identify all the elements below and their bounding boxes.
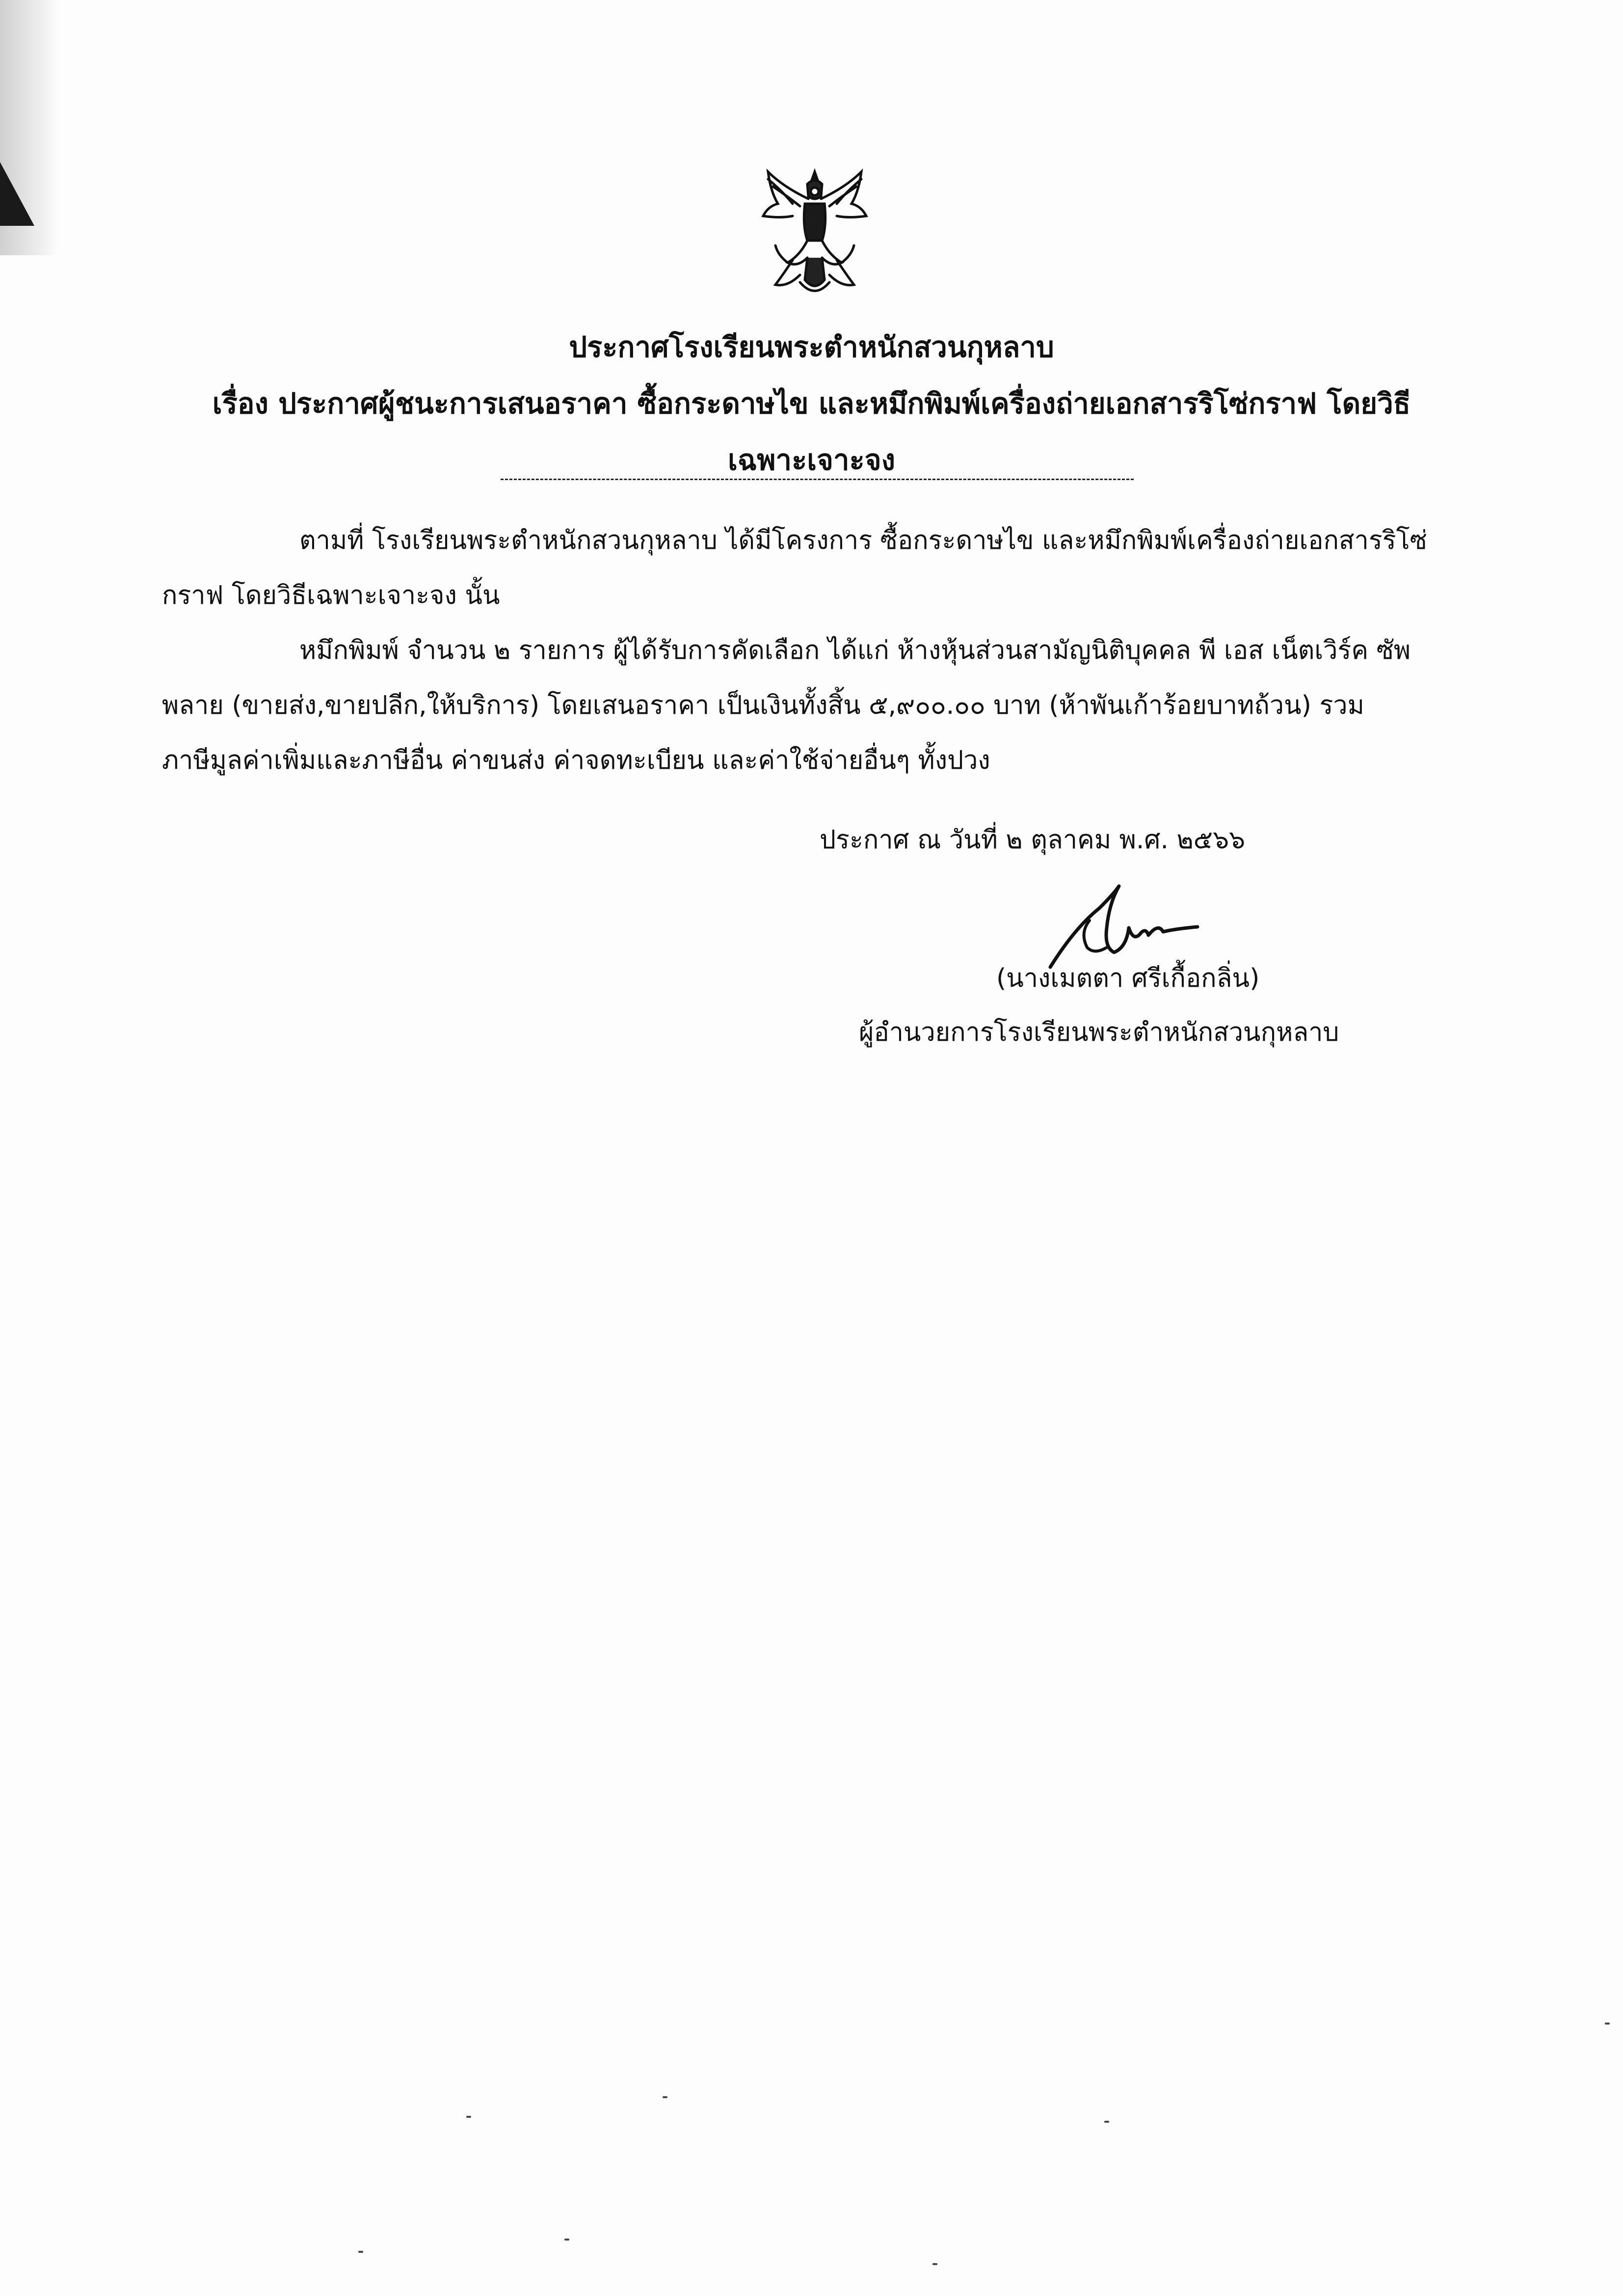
document-body xyxy=(162,513,1467,788)
paragraph-1 xyxy=(162,513,1467,623)
folded-corner xyxy=(0,162,34,226)
scan-speck xyxy=(358,2251,363,2253)
announcement-date-block xyxy=(805,812,1443,867)
scan-speck xyxy=(1104,2121,1109,2123)
signer-name: (นางเมตตา ศรีเกื้อกลิ่น) xyxy=(996,964,1260,993)
signer-position: ผู้อำนวยการโรงเรียนพระตำหนักสวนกุหลาบ xyxy=(859,1018,1339,1047)
scan-speck xyxy=(466,2116,471,2118)
announcement-date: ประกาศ ณ วันที่ ๒ ตุลาคม พ.ศ. ๒๕๖๖ xyxy=(820,825,1246,855)
paragraph-1-line-2: กราฟ โดยวิธีเฉพาะเจาะจง นั้น xyxy=(162,581,500,610)
separator-line xyxy=(501,479,1134,480)
document-title xyxy=(147,319,1476,488)
scan-speck xyxy=(1605,2023,1610,2025)
title-line-1: ประกาศโรงเรียนพระตำหนักสวนกุหลาบ xyxy=(569,330,1054,364)
scan-speck xyxy=(932,2263,937,2265)
paragraph-2-line-3: ภาษีมูลค่าเพิ่มและภาษีอื่น ค่าขนส่ง ค่าจดทะเบียน และค่าใช้จ่ายอื่นๆ ทั้งปวง xyxy=(162,746,990,775)
scan-speck xyxy=(564,2239,569,2241)
paragraph-2-line-1: หมึกพิมพ์ จำนวน ๒ รายการ ผู้ได้รับการคัดเลือก ได้แก่ ห้างหุ้นส่วนสามัญนิติบุคคล พี เอส เน็ตเวิร์ค ซัพ xyxy=(299,636,1411,665)
scan-speck xyxy=(663,2096,667,2098)
garuda-emblem xyxy=(753,157,876,304)
paragraph-2 xyxy=(162,623,1467,788)
title-line-2: เรื่อง ประกาศผู้ชนะการเสนอราคา ซื้อกระดาษไข และหมึกพิมพ์เครื่องถ่ายเอกสารริโซ่กราฟ โดยวิธี xyxy=(212,387,1411,420)
paragraph-1-line-1: ตามที่ โรงเรียนพระตำหนักสวนกุหลาบ ได้มีโครงการ ซื้อกระดาษไข และหมึกพิมพ์เครื่องถ่ายเอกสารริโซ่ xyxy=(299,526,1427,555)
title-line-3: เฉพาะเจาะจง xyxy=(727,443,896,477)
paragraph-2-line-2: พลาย (ขายส่ง,ขายปลีก,ให้บริการ) โดยเสนอราคา เป็นเงินทั้งสิ้น ๕,๙๐๐.๐๐ บาท (ห้าพันเก้าร้อยบาทถ้วน) รวม xyxy=(162,691,1364,720)
